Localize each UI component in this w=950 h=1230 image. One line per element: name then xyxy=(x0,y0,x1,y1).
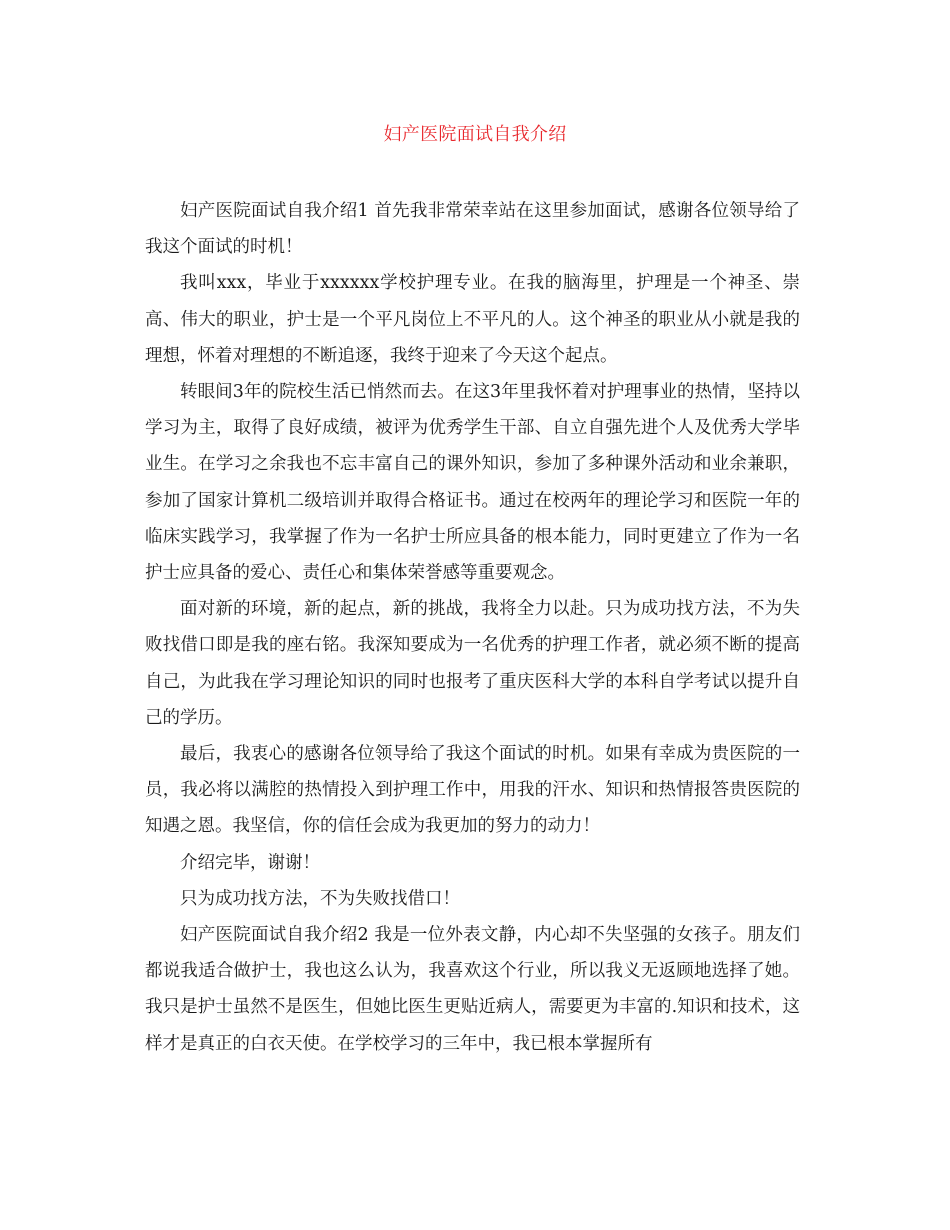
paragraph-intro-1: 妇产医院面试自我介绍1 首先我非常荣幸站在这里参加面试，感谢各位领导给了我这个面试的时机！ xyxy=(145,201,800,258)
paragraph-intro-2: 妇产医院面试自我介绍2 我是一位外表文静，内心却不失坚强的女孩子。朋友们都说我适合做护士，我也这么认为，我喜欢这个行业，所以我义无返顾地选择了她。我只是护士虽然不是医生，但她比医生更贴近病人，需要更为丰富的.知识和技术，这样才是真正的白衣天使。在学校学习的三年中，我已根本掌握所有 xyxy=(145,925,800,1054)
paragraph-background: 我叫xxx，毕业于xxxxxx学校护理专业。在我的脑海里，护理是一个神圣、崇高、伟大的职业，护士是一个平凡岗位上不平凡的人。这个神圣的职业从小就是我的理想，怀着对理想的不断追逐，我终于迎来了今天这个起点。 xyxy=(145,273,800,366)
document-title: 妇产医院面试自我介绍 xyxy=(383,124,567,145)
paragraph-thanks: 介绍完毕，谢谢！ xyxy=(180,852,320,873)
document-body xyxy=(145,193,800,1062)
paragraph-school-life: 转眼间3年的院校生活已悄然而去。在这3年里我怀着对护理事业的热情，坚持以学习为主，取得了良好成绩，被评为优秀学生干部、自立自强先进个人及优秀大学毕业生。在学习之余我也不忘丰富自己的课外知识，参加了多种课外活动和业余兼职，参加了国家计算机二级培训并取得合格证书。通过在校两年的理论学习和医院一年的临床实践学习，我掌握了作为一名护士所应具备的根本能力，同时更建立了作为一名护士应具备的爱心、责任心和集体荣誉感等重要观念。 xyxy=(145,382,800,584)
paragraph-closing: 最后，我衷心的感谢各位领导给了我这个面试的时机。如果有幸成为贵医院的一员，我必将以满腔的热情投入到护理工作中，用我的汗水、知识和热情报答贵医院的知遇之恩。我坚信，你的信任会成为我更加的努力的动力！ xyxy=(145,744,800,837)
paragraph-slogan: 只为成功找方法，不为失败找借口！ xyxy=(180,888,460,909)
paragraph-motto: 面对新的环境，新的起点，新的挑战，我将全力以赴。只为成功找方法，不为失败找借口即是我的座右铭。我深知要成为一名优秀的护理工作者，就必须不断的提高自己，为此我在学习理论知识的同时也报考了重庆医科大学的本科自学考试以提升自己的学历。 xyxy=(145,599,800,728)
